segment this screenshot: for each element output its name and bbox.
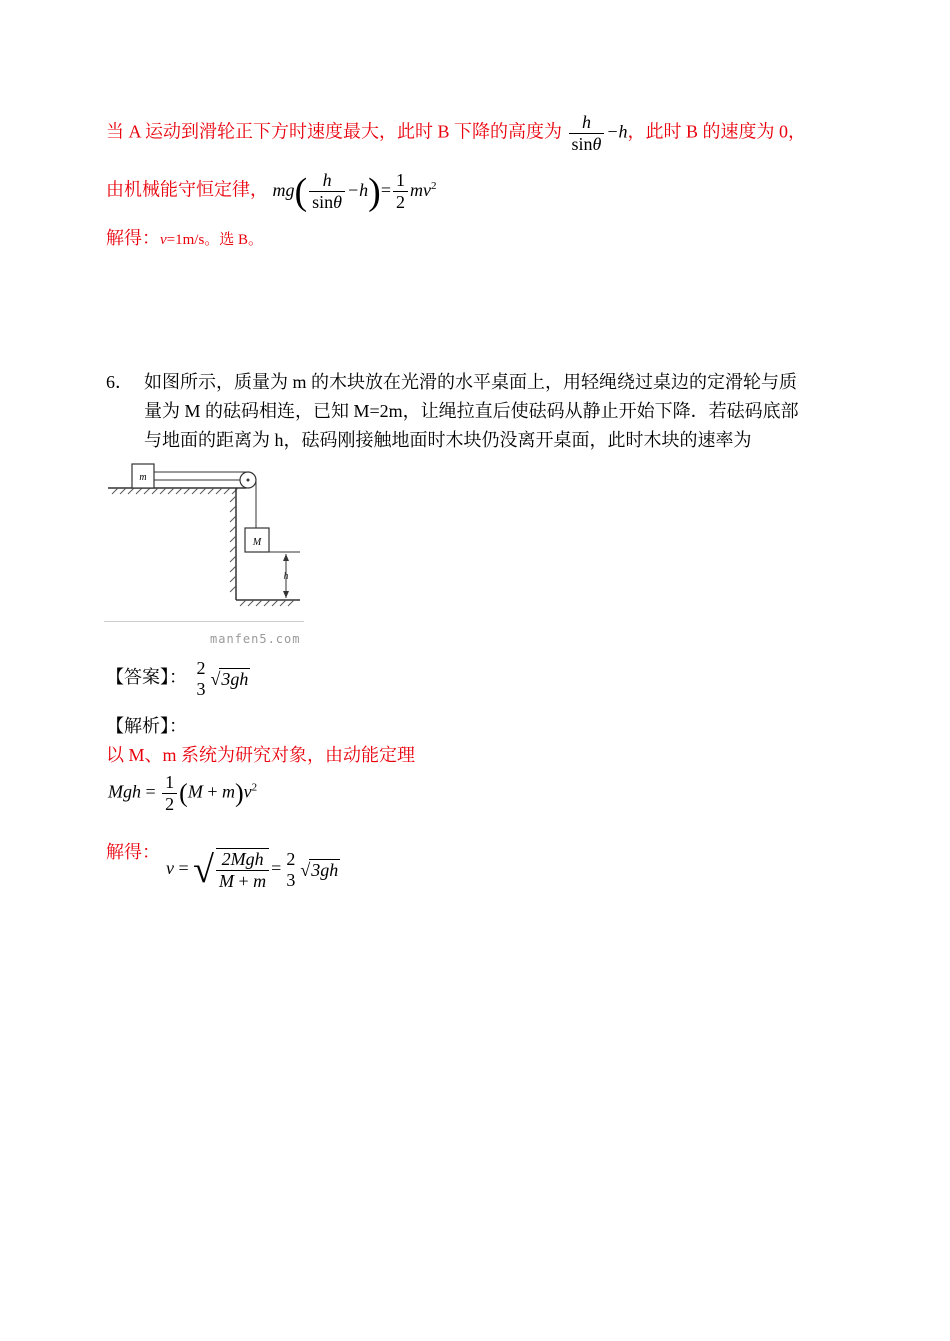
block-M-label: M [252,537,262,548]
solution-text-2: 由机械能守恒定律， [106,179,268,200]
height-label: h [283,571,289,582]
energy-equation: mg( $\frac{h}{\sin\theta}$ −h)= $\frac{1}{2}$ $mv^2$ [272,170,437,213]
answer-sqrt: √3gh [210,669,249,689]
height-fraction: $\frac{h}{\sin\theta}$ [569,112,605,155]
answer-line [106,658,250,700]
figure-divider [104,621,304,622]
kinetic-energy-equation: Mgh = $\frac{1}{2}$ $(M + m)v^2$ [108,772,258,814]
answer-label: 【答案】： [106,667,187,688]
solution-line-1: 当 A 运动到滑轮正下方时速度最大，此时 B 下降的高度为 $\frac{h}{\sin\theta}$ −h，此时 B 的速度为 0， [106,112,807,154]
solve-label: 解得： [106,842,160,862]
watermark: manfen5.com [210,632,301,646]
question-number: 6． [106,372,133,392]
solution-line-2 [106,170,436,213]
velocity-result: v = √ $\frac{\text{2Mgh}}{M + m}$ = 2 3 √3gh [166,849,339,891]
answer-fraction: 2 3 [196,658,206,699]
question-line-2: 量为 M 的砝码相连，已知 M=2m，让绳拉直后使砝码从静止开始下降．若砝码底部 [144,401,799,421]
v-symbol: v [160,232,167,248]
analysis-line-1: 以 M、m 系统为研究对象，由动能定理 [106,745,416,765]
analysis-label: 【解析】： [106,716,187,736]
pulley-diagram [104,458,304,628]
question-line-3: 与地面的距离为 h，砝码刚接触地面时木块仍没离开桌面，此时木块的速率为 [144,430,752,450]
solution-text-1: 当 A 运动到滑轮正下方时速度最大，此时 B 下降的高度为 [106,121,563,142]
solution-text-3: 解得： [106,228,160,248]
solution-line-3 [106,224,263,250]
solution-result: =1m/s。选 B。 [166,232,264,248]
solution-text-1b: ，此时 B 的速度为 0， [627,121,807,142]
block-m-label: m [139,472,147,483]
question-line-1: 如图所示，质量为 m 的木块放在光滑的水平桌面上，用轻绳绕过桌边的定滑轮与质 [144,372,797,392]
